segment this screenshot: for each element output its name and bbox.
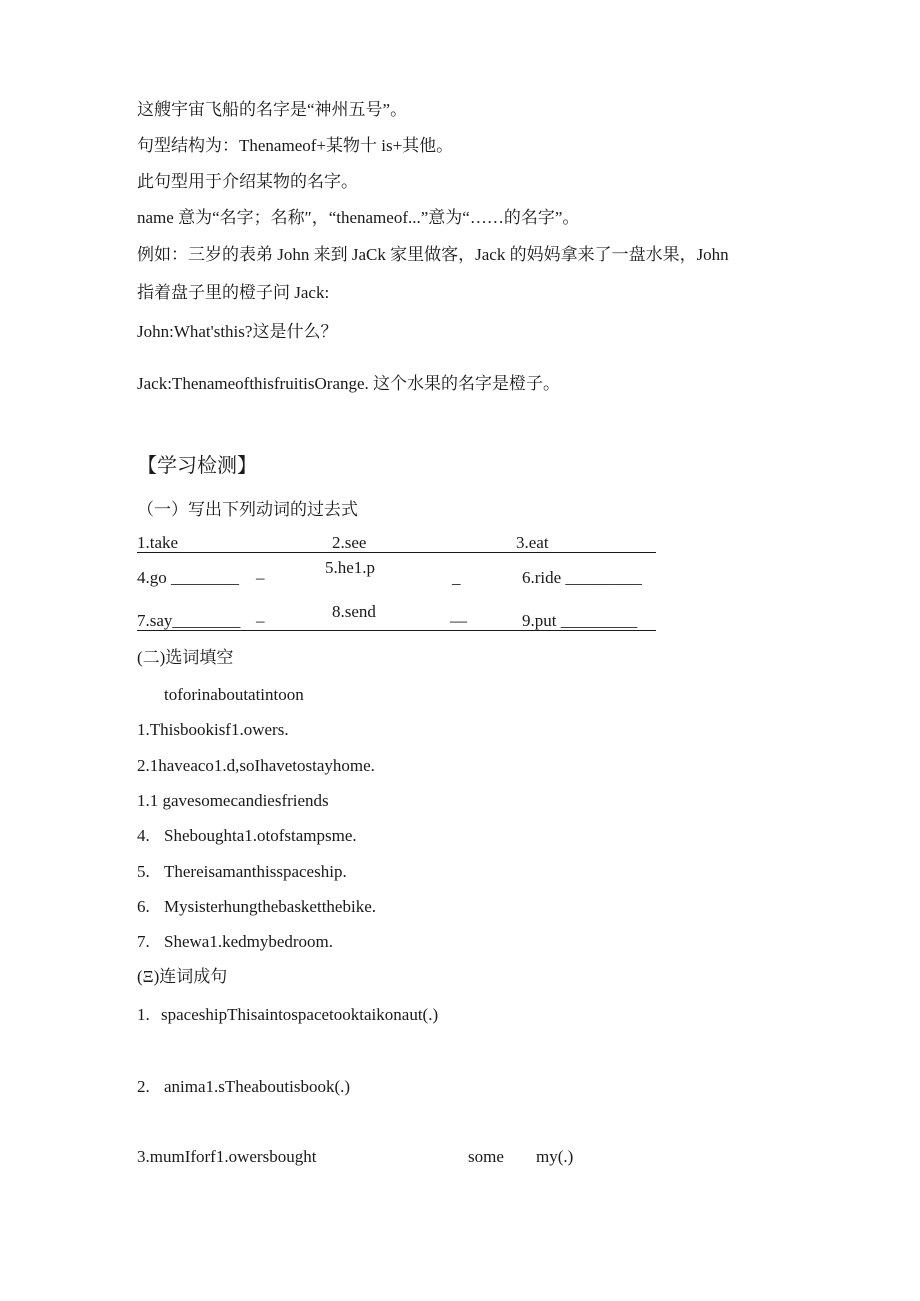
dialog-line-jack: Jack:ThenameofthisfruitisOrange. 这个水果的名字是橙子。 bbox=[137, 374, 561, 393]
fill-item-1: 1.Thisbookisf1.owers. bbox=[137, 720, 289, 739]
fill-item-2: 2.1haveaco1.d,soIhavetostayhome. bbox=[137, 756, 375, 775]
verb-ride: 6.ride _________ bbox=[522, 568, 642, 587]
verb-take: 1.take bbox=[137, 533, 179, 552]
fill-item-7 bbox=[137, 932, 333, 952]
verb-eat: 3.eat bbox=[516, 533, 549, 552]
item-number: 4. bbox=[137, 826, 150, 845]
section-title: 【学习检测】 bbox=[137, 455, 257, 477]
item-text: Shewa1.kedmybedroom. bbox=[164, 932, 334, 951]
item-text: spaceshipThisaintospacetooktaikonaut(.) bbox=[161, 1005, 439, 1024]
item-text: Sheboughta1.otofstampsme. bbox=[164, 826, 357, 845]
verb-say: 7.say________ bbox=[137, 611, 241, 630]
row1-underline bbox=[137, 552, 656, 553]
intro-line-3: 此句型用于介绍某物的名字。 bbox=[137, 172, 358, 191]
item-text: Thereisamanthisspaceship. bbox=[164, 862, 347, 881]
item-text: anima1.sTheaboutisbook(.) bbox=[164, 1077, 351, 1096]
fill-item-4 bbox=[137, 826, 357, 846]
part1-title: （一）写出下列动词的过去式 bbox=[137, 500, 358, 519]
item-number: 7. bbox=[137, 932, 150, 951]
verb-send: 8.send bbox=[332, 602, 376, 621]
intro-line-5: 例如：三岁的表弟 John 来到 JaCk 家里做客，Jack 的妈妈拿来了一盘水果，John bbox=[137, 245, 729, 264]
fill-item-3: 1.1 gavesomecandiesfriends bbox=[137, 791, 329, 810]
row2-dash-1: – bbox=[256, 568, 265, 587]
part3-title: (Ξ)连词成句 bbox=[137, 967, 228, 986]
sentence-item-3: 3.mumIforf1.owersbought bbox=[137, 1147, 317, 1166]
verb-see: 2.see bbox=[332, 533, 367, 552]
sentence-item-3-word-my: my(.) bbox=[536, 1147, 574, 1166]
row3-underline bbox=[137, 630, 656, 631]
intro-line-2: 句型结构为：Thenameof+某物十 is+其他。 bbox=[137, 136, 454, 155]
item-text: Mysisterhungthebasketthebike. bbox=[164, 897, 376, 916]
item-number: 6. bbox=[137, 897, 150, 916]
fill-item-5 bbox=[137, 862, 347, 882]
row3-dash-1: – bbox=[256, 611, 265, 630]
part2-title: (二)选词填空 bbox=[137, 648, 234, 667]
intro-line-1: 这艘宇宙飞船的名字是“神州五号”。 bbox=[137, 100, 408, 119]
verb-help: 5.he1.p bbox=[325, 558, 376, 577]
dialog-line-john: John:What'sthis?这是什么？ bbox=[137, 322, 338, 341]
intro-line-4: name 意为“名字；名称″，“thenameof...”意为“……的名字”。 bbox=[137, 208, 580, 227]
item-number: 2. bbox=[137, 1077, 150, 1096]
intro-line-6: 指着盘子里的橙子问 Jack: bbox=[137, 283, 330, 302]
row3-dash-2: — bbox=[450, 611, 467, 630]
sentence-item-3-word-some: some bbox=[468, 1147, 504, 1166]
word-bank: toforinaboutatintoon bbox=[164, 685, 304, 704]
fill-item-6 bbox=[137, 897, 376, 917]
sentence-item-2 bbox=[137, 1077, 350, 1097]
verb-put: 9.put _________ bbox=[522, 611, 638, 630]
sentence-item-1 bbox=[137, 1005, 438, 1025]
row2-dash-2: _ bbox=[452, 568, 461, 587]
verb-go: 4.go ________ bbox=[137, 568, 239, 587]
item-number: 1. bbox=[137, 1005, 150, 1024]
item-number: 5. bbox=[137, 862, 150, 881]
